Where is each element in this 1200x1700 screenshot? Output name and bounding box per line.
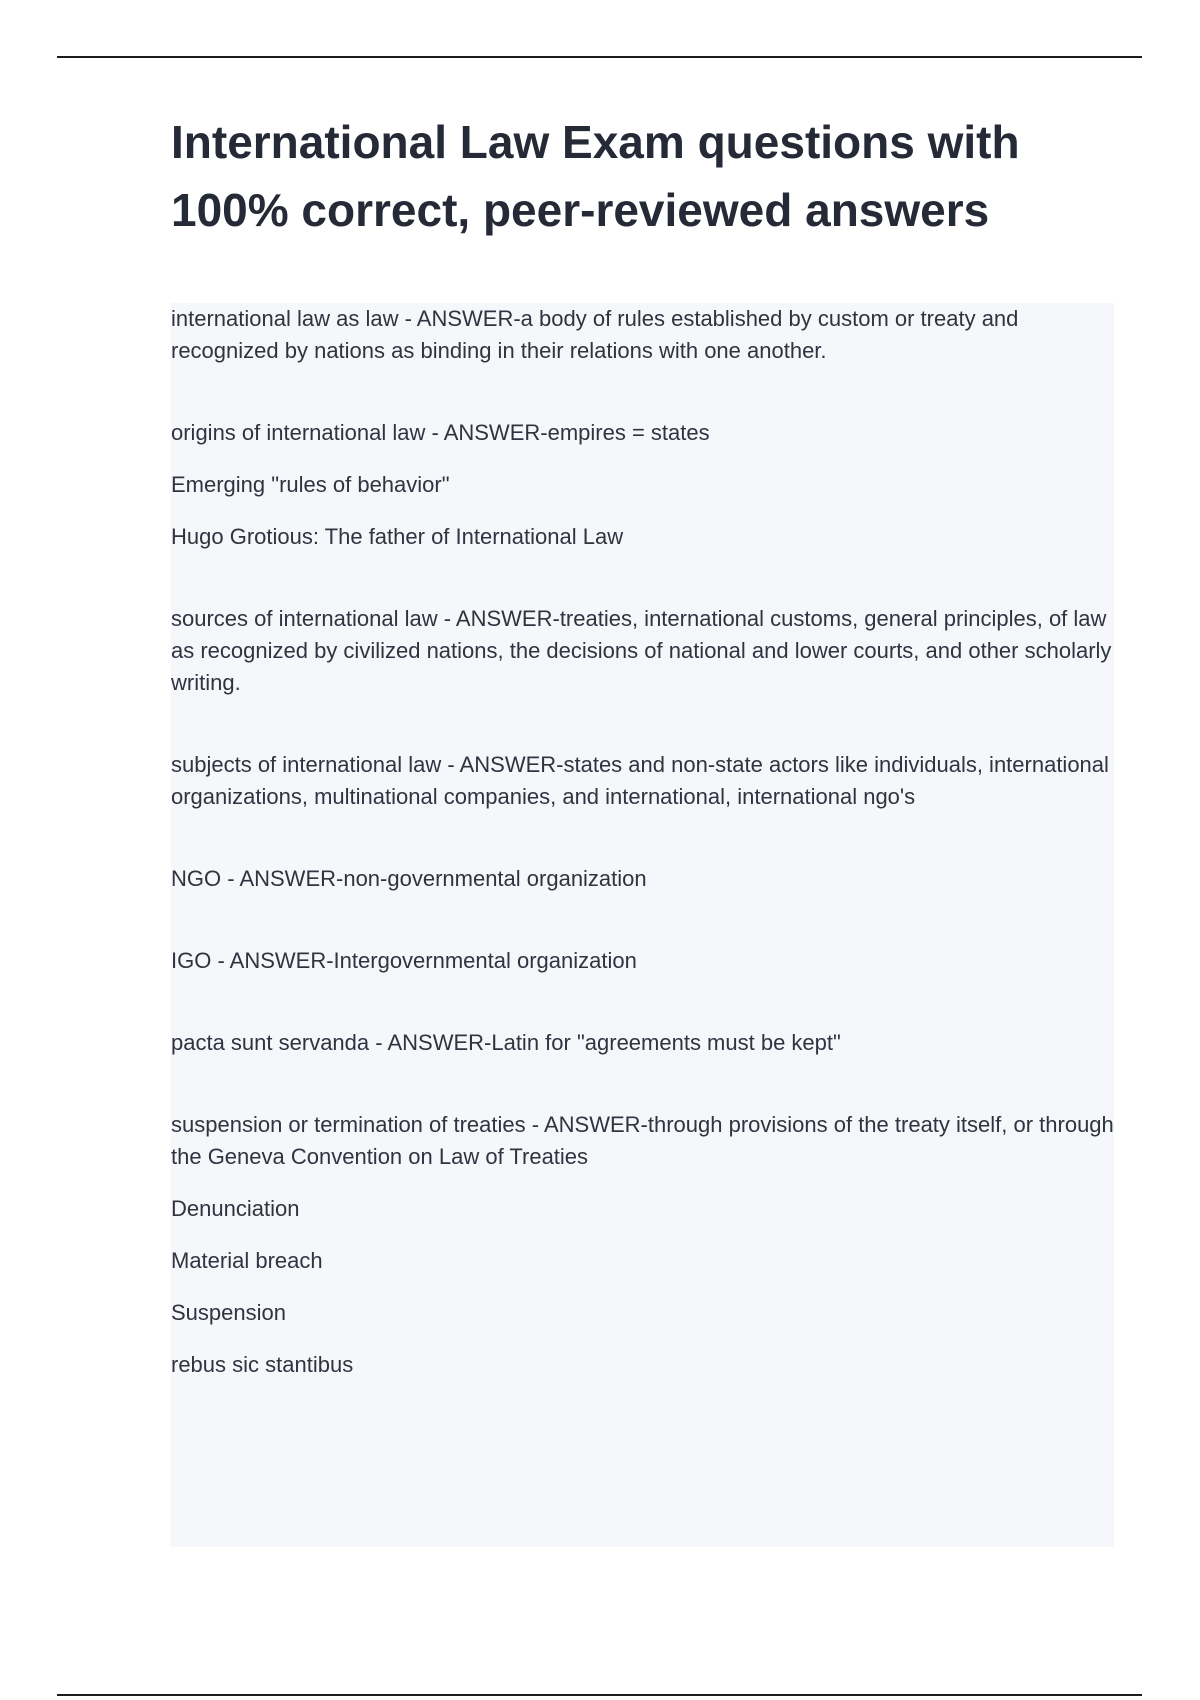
qa-answer-line: Denunciation bbox=[171, 1196, 300, 1221]
qa-item bbox=[171, 945, 1114, 977]
bottom-divider bbox=[57, 1694, 1142, 1696]
qa-item bbox=[171, 749, 1114, 813]
qa-list bbox=[171, 303, 1114, 1431]
qa-answer-line: rebus sic stantibus bbox=[171, 1352, 354, 1377]
qa-item bbox=[171, 417, 1114, 553]
qa-question-answer: subjects of international law - ANSWER-states and non-state actors like individuals, international organizations, multinational companies, and international, international ngo's bbox=[171, 752, 1109, 809]
qa-question-answer: suspension or termination of treaties - ANSWER-through provisions of the treaty itself, or through the Geneva Convention on Law of Treaties bbox=[171, 1112, 1114, 1169]
qa-question-answer: origins of international law - ANSWER-empires = states bbox=[171, 420, 710, 445]
qa-item bbox=[171, 603, 1114, 699]
qa-item bbox=[171, 863, 1114, 895]
qa-question-answer: international law as law - ANSWER-a body of rules established by custom or treaty and recognized by nations as binding in their relations with one another. bbox=[171, 306, 1019, 363]
qa-question-answer: pacta sunt servanda - ANSWER-Latin for "agreements must be kept" bbox=[171, 1030, 841, 1055]
qa-item bbox=[171, 1027, 1114, 1059]
document-title: International Law Exam questions with 100% correct, peer-reviewed answers bbox=[171, 116, 1020, 236]
qa-answer-line: Emerging "rules of behavior" bbox=[171, 472, 450, 497]
qa-question-answer: sources of international law - ANSWER-treaties, international customs, general principles, of law as recognized by civilized nations, the decisions of national and lower courts, and other scholarly writing. bbox=[171, 606, 1112, 695]
qa-question-answer: IGO - ANSWER-Intergovernmental organization bbox=[171, 948, 637, 973]
qa-answer-line: Suspension bbox=[171, 1300, 286, 1325]
qa-question-answer: NGO - ANSWER-non-governmental organization bbox=[171, 866, 647, 891]
qa-answer-line: Hugo Grotious: The father of International Law bbox=[171, 524, 624, 549]
top-divider bbox=[57, 56, 1142, 58]
qa-item bbox=[171, 1109, 1114, 1381]
qa-answer-line: Material breach bbox=[171, 1248, 323, 1273]
qa-item bbox=[171, 303, 1114, 367]
